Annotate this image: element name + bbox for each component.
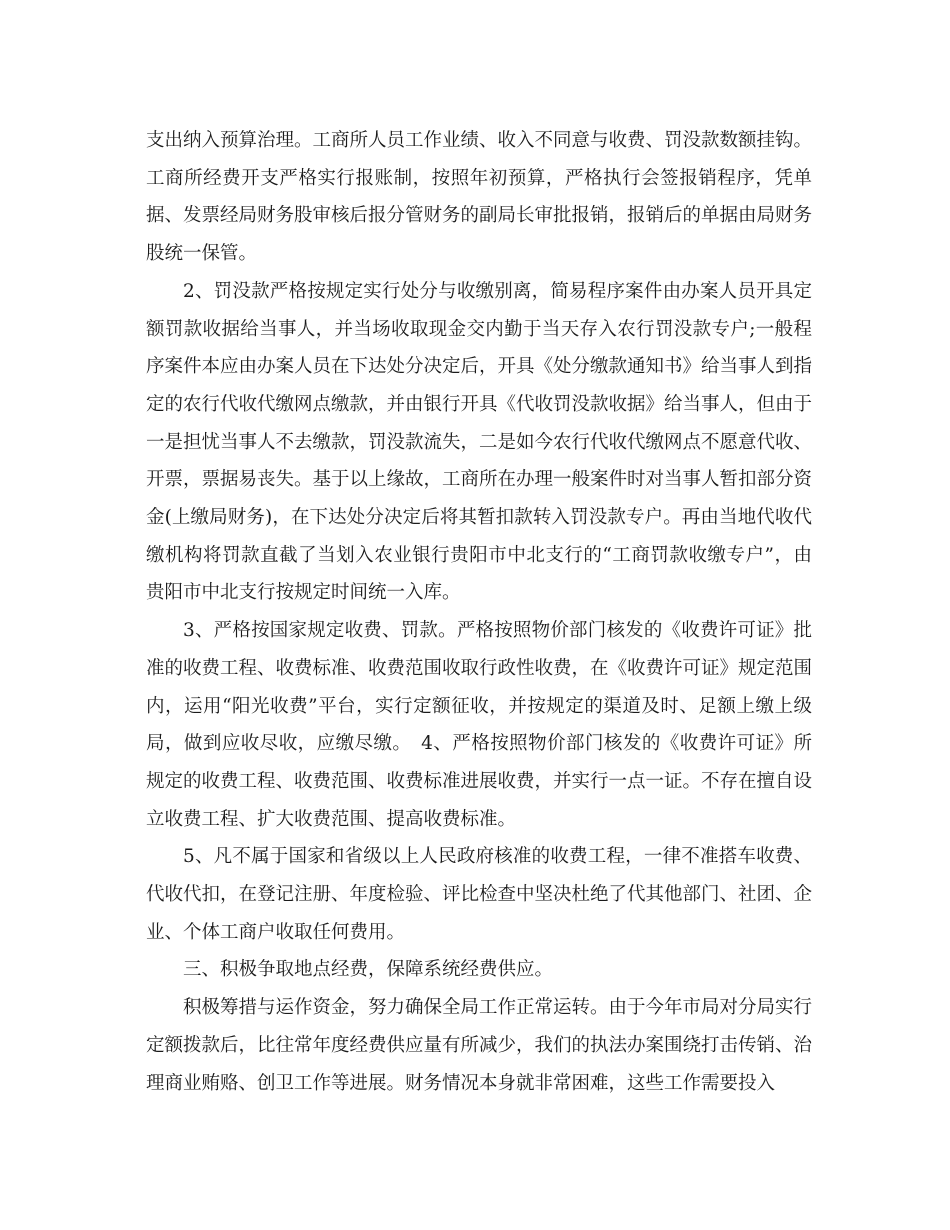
paragraph-2: 2、罚没款严格按规定实行处分与收缴别离，简易程序案件由办案人员开具定额罚款收据给当事人，并当场收取现金交内勤于当天存入农行罚没款专户;一般程序案件本应由办案人员在下达处分决定后，开具《处分缴款通知书》给当事人到指定的农行代收代缴网点缴款，并由银行开具《代收罚没款收据》给当事人，但由于一是担忧当事人不去缴款，罚没款流失，二是如今农行代收代缴网点不愿意代收、开票，票据易丧失。基于以上缘故，工商所在办理一般案件时对当事人暂扣部分资金(上缴局财务)，在下达处分决定后将其暂扣款转入罚没款专户。再由当地代收代缴机构将罚款直截了当划入农业银行贵阳市中北支行的“工商罚款收缴专户”，由贵阳市中北支行按规定时间统一入库。: [146, 280, 813, 604]
paragraph-5: 积极筹措与运作资金，努力确保全局工作正常运转。由于今年市局对分局实行定额拨款后，比往常年度经费供应量有所减少，我们的执法办案围绕打击传销、治理商业贿赂、创卫工作等进展。财务情况本身就非常困难，这些工作需要投入: [146, 997, 813, 1094]
section-heading: 三、积极争取地点经费，保障系统经费供应。: [183, 959, 554, 981]
paragraph-3: 3、严格按国家规定收费、罚款。严格按照物价部门核发的《收费许可证》批准的收费工程、收费标准、收费范围收取行政性收费，在《收费许可证》规定范围内，运用“阳光收费”平台，实行定额征收，并按规定的渠道及时、足额上缴上级局，做到应收尽收，应缴尽缴。 4、严格按照物价部门核发的《收费许可证》所规定的收费工程、收费范围、收费标准进展收费，并实行一点一证。不存在擅自设立收费工程、扩大收费范围、提高收费标准。: [146, 620, 813, 830]
paragraph-1: 支出纳入预算治理。工商所人员工作业绩、收入不同意与收费、罚没款数额挂钩。工商所经费开支严格实行报账制，按照年初预算，严格执行会签报销程序，凭单据、发票经局财务股审核后报分管财务的副局长审批报销，报销后的单据由局财务股统一保管。: [146, 130, 813, 265]
document-body: [146, 122, 812, 1102]
paragraph-4: 5、凡不属于国家和省级以上人民政府核准的收费工程，一律不准搭车收费、代收代扣，在登记注册、年度检验、评比检查中坚决杜绝了代其他部门、社团、企业、个体工商户收取任何费用。: [146, 846, 813, 943]
